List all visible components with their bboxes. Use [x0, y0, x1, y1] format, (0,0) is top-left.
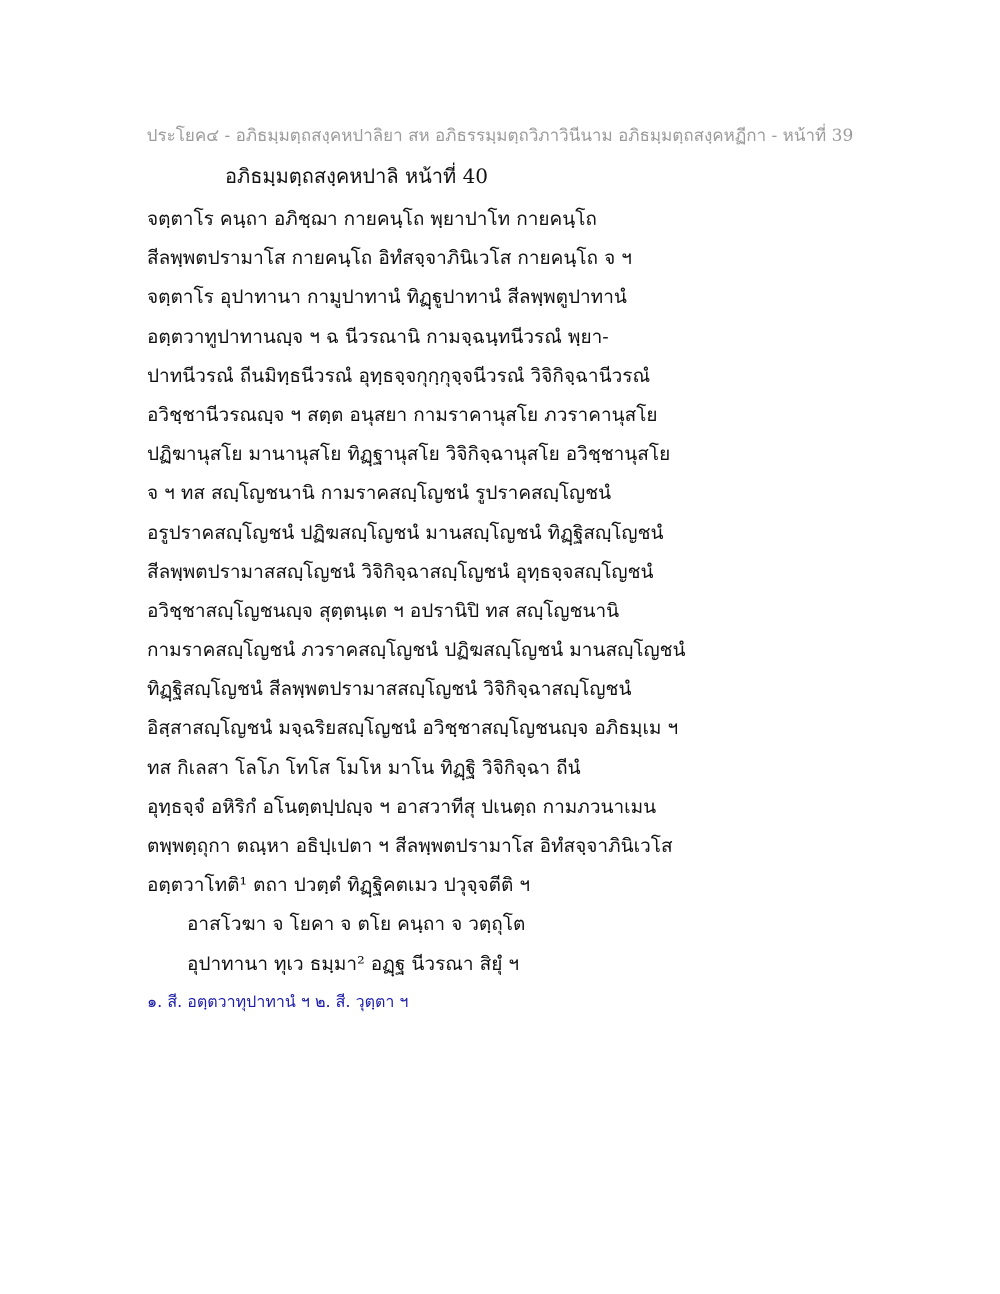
text-line: ทิฏฺฐิสญฺโญชนํ สีลพฺพตปรามาสสญฺโญชนํ วิจิกิจฺฉาสญฺโญชนํ	[147, 678, 632, 701]
text-line: สีลพฺพตปรามาโส กายคนฺโถ อิทํสจฺจาภินิเวโส กายคนฺโถ จ ฯ	[147, 247, 632, 270]
text-line: ปาทนีวรณํ ถีนมิทฺธนีวรณํ อุทฺธจฺจกุกฺกุจฺจนีวรณํ วิจิกิจฺฉานีวรณํ	[147, 364, 651, 387]
verse-line: อุปาทานา ทุเว ธมฺมา² อฏฺฐ นีวรณา สิยุํ ฯ	[187, 952, 520, 975]
text-line: อิสฺสาสญฺโญชนํ มจฺฉริยสญฺโญชนํ อวิชฺชาสญฺโญชนญฺจ อภิธมฺเม ฯ	[147, 717, 679, 740]
text-line: ตพฺพตฺถุกา ตณฺหา อธิปฺเปตา ฯ สีลพฺพตปรามาโส อิทํสจฺจาภินิเวโส	[147, 835, 673, 857]
main-text	[147, 200, 707, 984]
text-line: ทส กิเลสา โลโภ โทโส โมโห มาโน ทิฏฺฐิ วิจิกิจฺฉา ถีนํ	[147, 756, 581, 779]
text-line: จตฺตาโร คนฺถา อภิชฺฌา กายคนฺโถ พฺยาปาโท กายคนฺโถ	[147, 208, 597, 230]
text-line: จ ฯ ทส สญฺโญชนานิ กามราคสญฺโญชนํ รูปราคสญฺโญชนํ	[147, 482, 612, 505]
text-line: จตฺตาโร อุปาทานา กามูปาทานํ ทิฏฺฐูปาทานํ สีลพฺพตูปาทานํ	[147, 286, 627, 309]
text-line: อตฺตวาโทติ¹ ตถา ปวตฺตํ ทิฏฺฐิคตเมว ปวุจฺจตีติ ฯ	[147, 874, 531, 897]
text-line: อวิชฺชานีวรณญฺจ ฯ สตฺต อนุสยา กามราคานุสโย ภวราคานุสโย	[147, 403, 658, 426]
text-line: ปฏิฆานุสโย มานานุสโย ทิฏฺฐานุสโย วิจิกิจฺฉานุสโย อวิชฺชานุสโย	[147, 443, 671, 466]
footnote: ๑. สี. อตฺตวาทุปาทานํ ฯ ๒. สี. วุตฺตา ฯ	[147, 992, 409, 1011]
text-line: สีลพฺพตปรามาสสญฺโญชนํ วิจิกิจฺฉาสญฺโญชนํ อุทฺธจฺจสญฺโญชนํ	[147, 560, 654, 583]
running-header: ประโยค๔ - อภิธมฺมตฺถสงฺคหปาลิยา สห อภิธรรมฺมตฺถวิภาวินีนาม อภิธมฺมตฺถสงฺคหฏีกา - หน้าที่ 39	[146, 126, 854, 146]
text-line: อวิชฺชาสญฺโญชนญฺจ สุตฺตนฺเต ฯ อปรานิปิ ทส สญฺโญชนานิ	[147, 599, 620, 622]
verse-line: อาสโวฆา จ โยคา จ ตโย คนฺถา จ วตฺถุโต	[187, 913, 526, 936]
text-line: อุทฺธจฺจํ อหิริกํ อโนตฺตปฺปญฺจ ฯ อาสวาทีสุ ปเนตฺถ กามภวนาเมน	[147, 795, 657, 818]
text-line: อตฺตวาทูปาทานญฺจ ฯ ฉ นีวรณานิ กามจฺฉนฺทนีวรณํ พฺยา-	[147, 325, 609, 348]
text-line: อรูปราคสญฺโญชนํ ปฏิฆสญฺโญชนํ มานสญฺโญชนํ ทิฏฺฐิสญฺโญชนํ	[147, 521, 664, 544]
page-title: อภิธมฺมตฺถสงฺคหปาลิ หน้าที่ 40	[225, 164, 489, 188]
text-line: กามราคสญฺโญชนํ ภวราคสญฺโญชนํ ปฏิฆสญฺโญชนํ มานสญฺโญชนํ	[147, 639, 686, 662]
